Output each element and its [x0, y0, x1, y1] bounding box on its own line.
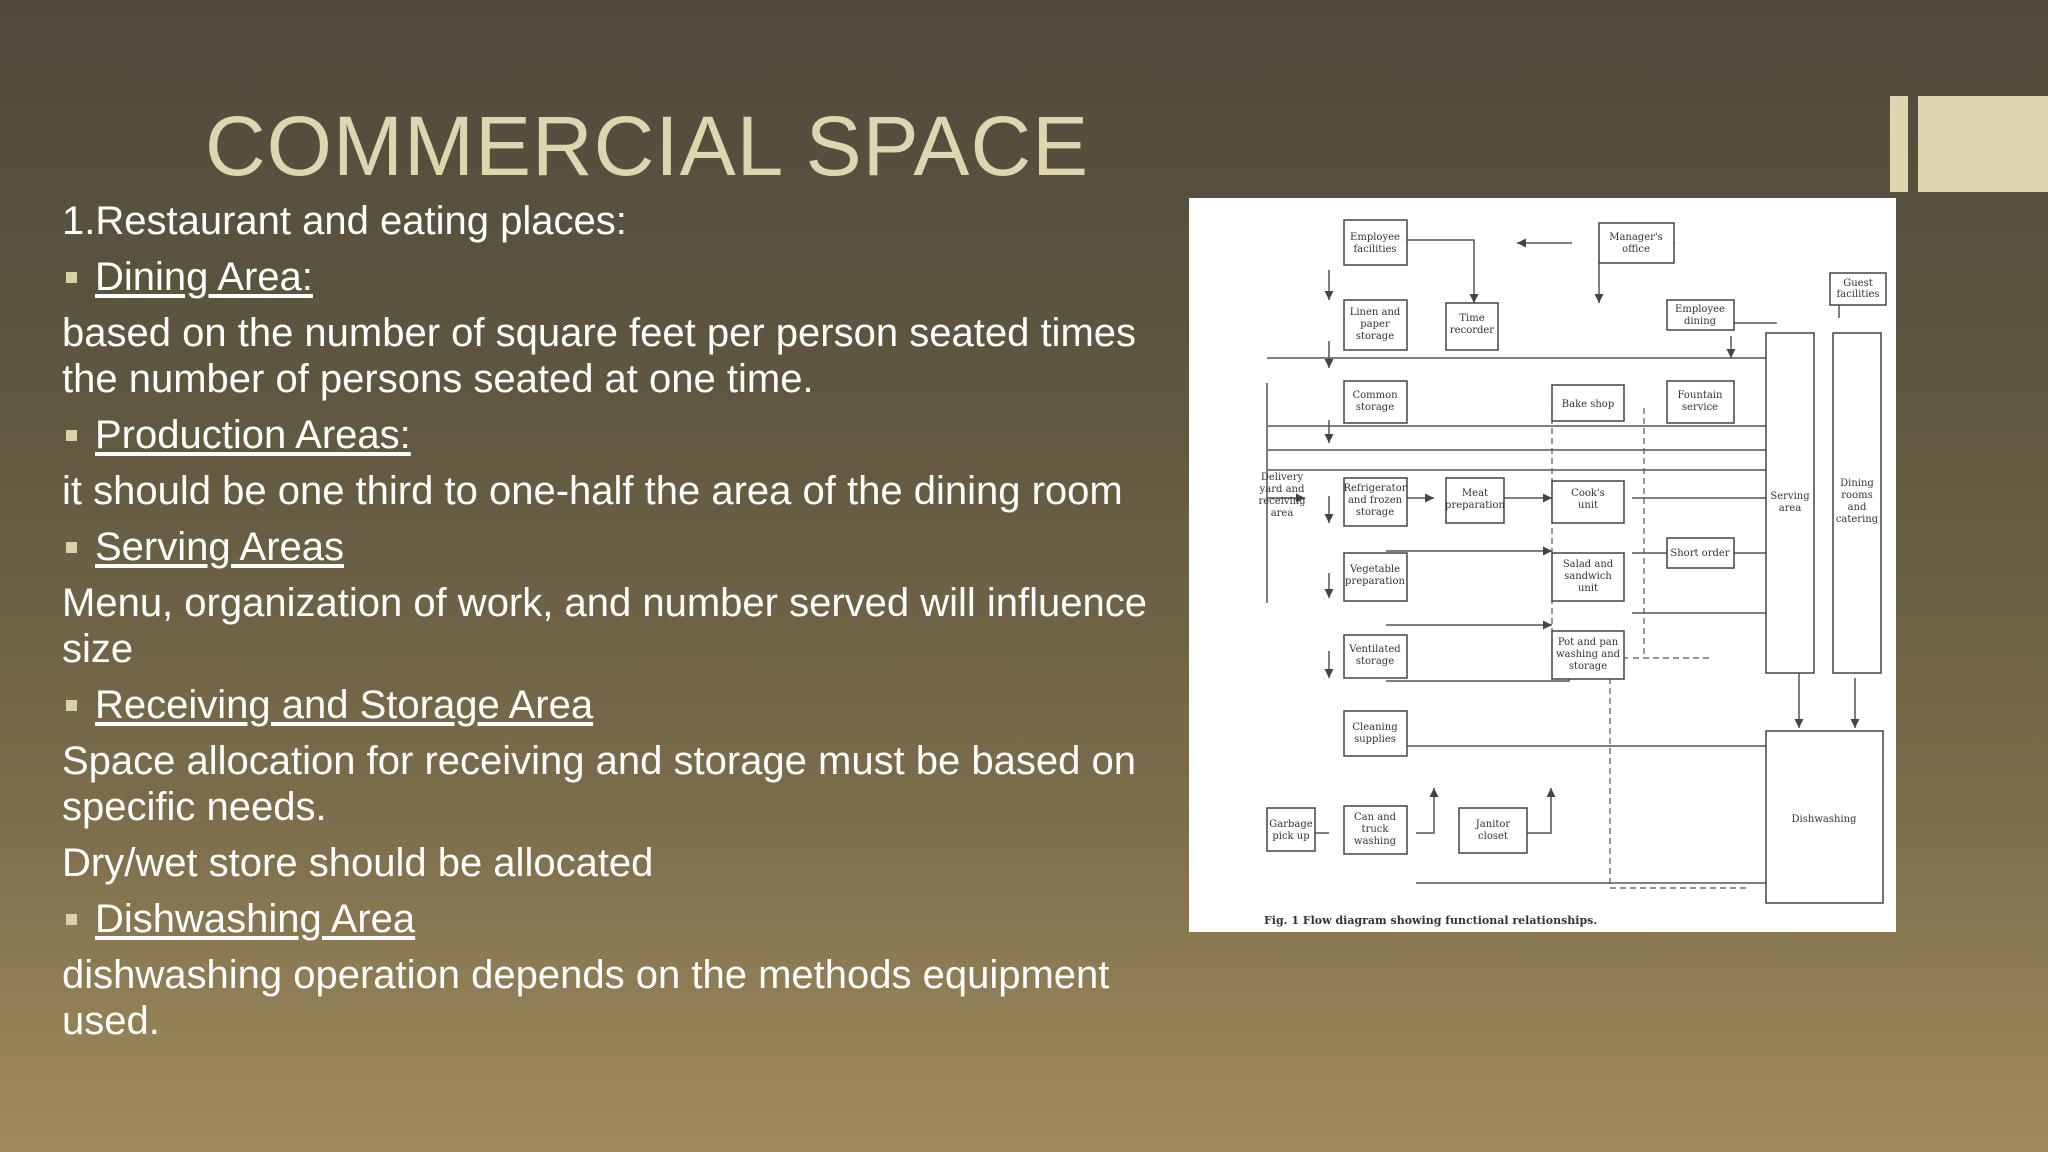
section-text: dishwashing operation depends on the methods equipment used. [62, 953, 1110, 1043]
svg-text:facilities: facilities [1836, 289, 1880, 300]
svg-text:storage: storage [1355, 402, 1395, 413]
svg-text:Manager's: Manager's [1609, 232, 1663, 243]
svg-text:Guest: Guest [1843, 278, 1873, 289]
svg-text:service: service [1681, 402, 1719, 413]
svg-text:Fountain: Fountain [1677, 390, 1723, 401]
svg-text:catering: catering [1835, 514, 1879, 525]
svg-text:recorder: recorder [1449, 325, 1495, 336]
svg-text:unit: unit [1577, 500, 1599, 511]
svg-text:storage: storage [1355, 656, 1395, 667]
bullet-square-icon [66, 272, 77, 283]
svg-text:rooms: rooms [1841, 490, 1873, 501]
svg-text:pick up: pick up [1272, 831, 1310, 842]
svg-text:Janitor: Janitor [1475, 819, 1511, 830]
flow-diagram-figure [1189, 198, 1896, 932]
svg-text:dining: dining [1683, 316, 1717, 327]
svg-text:Salad and: Salad and [1562, 559, 1614, 570]
section-text: Dry/wet store should be allocated [62, 841, 654, 885]
svg-text:Pot and pan: Pot and pan [1557, 637, 1619, 648]
svg-text:Cook's: Cook's [1571, 488, 1605, 499]
slide-title: COMMERCIAL SPACE [205, 99, 1090, 193]
bullet-dining-area [62, 254, 1172, 300]
svg-text:Short order: Short order [1670, 548, 1730, 559]
svg-text:storage: storage [1355, 507, 1395, 518]
section-heading: Production Areas: [95, 413, 411, 457]
intro-text: 1.Restaurant and eating places: [62, 199, 627, 243]
section-heading: Dishwashing Area [95, 897, 416, 941]
svg-text:Vegetable: Vegetable [1349, 564, 1401, 575]
svg-text:closet: closet [1478, 831, 1508, 842]
svg-text:Common: Common [1352, 390, 1398, 401]
figure-caption: Fig. 1 Flow diagram showing functional relationships. [1264, 914, 1598, 927]
svg-text:Dishwashing: Dishwashing [1791, 814, 1857, 825]
svg-text:receiving: receiving [1258, 496, 1306, 507]
bullet-receiving-storage [62, 682, 1172, 728]
svg-text:paper: paper [1360, 319, 1390, 330]
svg-text:yard and: yard and [1259, 484, 1305, 495]
section-text: Space allocation for receiving and storage must be based on specific needs. [62, 739, 1137, 829]
bullet-square-icon [66, 542, 77, 553]
svg-text:facilities: facilities [1353, 244, 1397, 255]
svg-text:Can and: Can and [1353, 812, 1397, 823]
bullet-square-icon [66, 430, 77, 441]
svg-text:Refrigerator: Refrigerator [1343, 483, 1407, 494]
svg-text:sandwich: sandwich [1564, 571, 1612, 582]
svg-text:area: area [1270, 508, 1294, 519]
svg-text:washing and: washing and [1555, 649, 1621, 660]
svg-text:Bake shop: Bake shop [1561, 399, 1615, 410]
svg-text:Time: Time [1459, 313, 1485, 324]
bullet-square-icon [66, 700, 77, 711]
svg-text:and: and [1847, 502, 1867, 513]
svg-text:Dining: Dining [1840, 478, 1874, 489]
svg-text:Serving: Serving [1770, 491, 1810, 502]
section-text: based on the number of square feet per person seated times the number of persons seated at one time. [62, 311, 1137, 401]
svg-text:Employee: Employee [1675, 304, 1725, 315]
svg-text:preparation: preparation [1445, 500, 1505, 511]
section-text: it should be one third to one-half the area of the dining room [62, 469, 1123, 513]
svg-text:Cleaning: Cleaning [1352, 722, 1398, 733]
svg-text:supplies: supplies [1354, 734, 1396, 745]
svg-text:Ventilated: Ventilated [1349, 644, 1401, 655]
svg-text:area: area [1778, 503, 1802, 514]
section-text: Menu, organization of work, and number served will influence size [62, 581, 1148, 671]
svg-text:preparation: preparation [1345, 576, 1405, 587]
section-heading: Serving Areas [95, 525, 345, 569]
svg-text:truck: truck [1361, 824, 1389, 835]
svg-text:washing: washing [1353, 836, 1397, 847]
bullet-square-icon [66, 914, 77, 925]
bullet-dishwashing-area [62, 896, 1172, 942]
svg-text:office: office [1622, 244, 1650, 255]
box-managers-office [1599, 223, 1674, 263]
svg-text:storage: storage [1568, 661, 1608, 672]
svg-text:Meat: Meat [1461, 488, 1489, 499]
svg-text:storage: storage [1355, 331, 1395, 342]
svg-text:Linen and: Linen and [1349, 307, 1401, 318]
svg-text:unit: unit [1577, 583, 1599, 594]
bullet-serving-areas [62, 524, 1172, 570]
section-heading: Receiving and Storage Area [95, 683, 594, 727]
svg-text:Delivery: Delivery [1260, 472, 1304, 483]
svg-text:Garbage: Garbage [1269, 819, 1313, 830]
slide-content [62, 198, 1172, 1054]
bullet-production-areas [62, 412, 1172, 458]
accent-block [1918, 96, 2048, 192]
svg-text:and frozen: and frozen [1347, 495, 1403, 506]
flow-diagram [1189, 198, 1896, 932]
section-heading: Dining Area: [95, 255, 313, 299]
accent-bar [1890, 96, 1908, 192]
svg-text:Employee: Employee [1350, 232, 1400, 243]
